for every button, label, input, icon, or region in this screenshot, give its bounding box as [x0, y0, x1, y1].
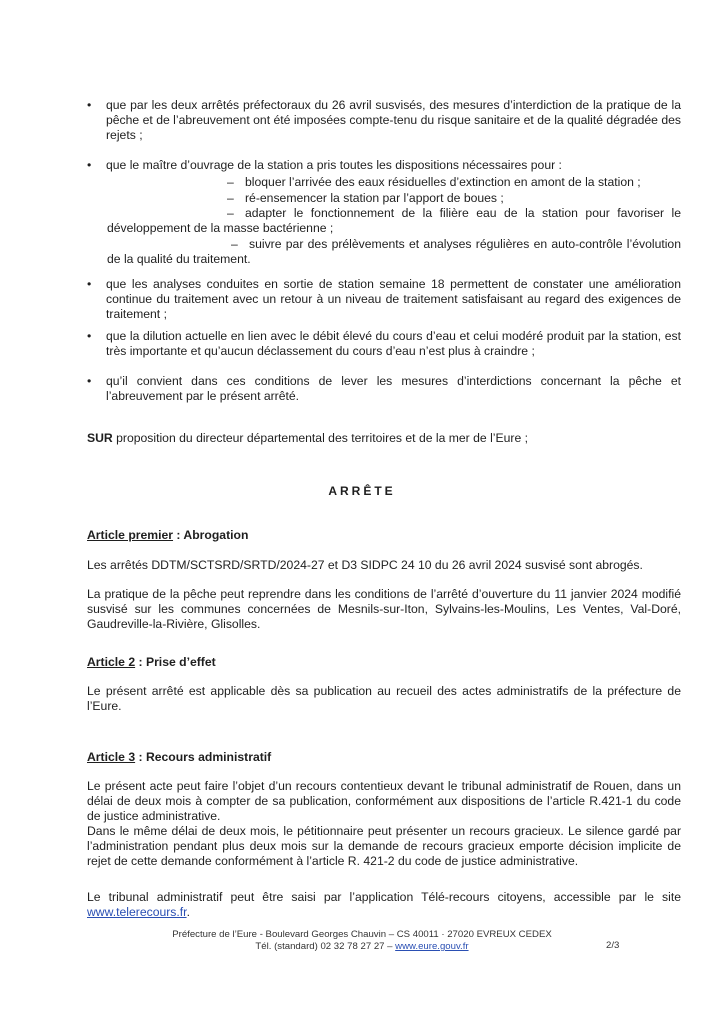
article-label: Article 3 [87, 750, 136, 764]
bullet-icon: • [87, 329, 92, 343]
article-heading [87, 750, 271, 765]
dash-icon: – [227, 175, 234, 189]
consideration-text: que la dilution actuelle en lien avec le débit élevé du cours d’eau et celui modéré produit par la station, est très importante et qu’aucun déclassement du cours d’eau n’est plus à craindre ; [106, 329, 681, 359]
measure-text: suivre par des prélèvements et analyses régulières en auto-contrôle l’évolution de la qualité du traitement. [107, 237, 681, 267]
proposal-text: proposition du directeur départemental des territoires et de la mer de l’Eure ; [112, 431, 529, 445]
arrete-title: ARRÊTE [328, 484, 396, 498]
article-label: Article 2 [87, 655, 136, 669]
dash-icon: – [231, 237, 238, 251]
measure-text: ré-ensemencer la station par l’apport de boues ; [245, 191, 504, 205]
article-paragraph: La pratique de la pêche peut reprendre dans les conditions de l’arrêté d’ouverture du 11 janvier 2024 modifié susvisé sur les communes concernées de Mesnils-sur-Iton, Sylvains-les-Moulins, Les Ventes, Val-Doré, Gaudreville-la-Rivière, Glisolles. [87, 587, 681, 632]
bullet-icon: • [87, 158, 92, 172]
article-paragraph: Les arrêtés DDTM/SCTSRD/SRTD/2024-27 et D3 SIDPC 24 10 du 26 avril 2024 susvisé sont abrogés. [87, 558, 643, 572]
article-title: : Recours administratif [135, 750, 272, 764]
dash-icon: – [227, 191, 234, 205]
measure-text: adapter le fonctionnement de la filière eau de la station pour favoriser le développement de la masse bactérienne ; [107, 206, 681, 236]
page-number: 2/3 [606, 940, 620, 951]
article-heading [87, 655, 216, 670]
measure-text: bloquer l’arrivée des eaux résiduelles d’extinction en amont de la station ; [245, 175, 641, 189]
measure-item [227, 175, 681, 190]
article-paragraph: Dans le même délai de deux mois, le pétitionnaire peut présenter un recours gracieux. Le silence gardé par l’administration pendant plus deux mois sur la demande de recours gracieux emporte décision implicite de rejet de cette demande conformément à l’article R. 421-2 du code de justice administrative. [87, 824, 681, 869]
proposal-paragraph [87, 431, 681, 446]
proposal-keyword: SUR [87, 431, 113, 445]
consideration-text: que le maître d’ouvrage de la station a pris toutes les dispositions nécessaires pour : [106, 158, 562, 172]
consideration-text: que par les deux arrêtés préfectoraux du 26 avril susvisés, des mesures d’interdiction de la pratique de la pêche et de l’abreuvement ont été imposées compte-tenu du risque sanitaire et de la qualité dégradée des rejets ; [106, 98, 681, 143]
measure-item [227, 191, 681, 206]
footer-phone: Tél. (standard) 02 32 78 27 27 – [255, 941, 396, 952]
article-title: : Abrogation [173, 528, 249, 542]
consideration-text: qu’il convient dans ces conditions de lever les mesures d’interdictions concernant la pêche et l’abreuvement par le présent arrêté. [106, 374, 681, 404]
measure-item [107, 237, 681, 267]
bullet-icon: • [87, 277, 92, 291]
bullet-icon: • [87, 374, 92, 388]
article-label: Article premier [87, 528, 174, 542]
article-paragraph: Le présent acte peut faire l’objet d’un recours contentieux devant le tribunal administratif de Rouen, dans un délai de deux mois à compter de sa publication, conformément aux dispositions de l’article R.421-1 du code de justice administrative. [87, 779, 681, 824]
article-paragraph [87, 890, 681, 920]
bullet-icon: • [87, 98, 92, 112]
article-title: : Prise d’effet [135, 655, 216, 669]
article-heading [87, 528, 248, 543]
article-paragraph: Le présent arrêté est applicable dès sa publication au recueil des actes administratifs de la préfecture de l’Eure. [87, 684, 681, 714]
telerecours-link[interactable]: www.telerecours.fr [87, 905, 187, 920]
article-text: Le tribunal administratif peut être saisi par l’application Télé-recours citoyens, accessible par le site [87, 890, 681, 904]
consideration-text: que les analyses conduites en sortie de station semaine 18 permettent de constater une amélioration continue du traitement avec un retour à un niveau de traitement satisfaisant au regard des exigences de traitement ; [106, 277, 681, 322]
footer-address: Préfecture de l’Eure - Boulevard Georges Chauvin – CS 40011 · 27020 EVREUX CEDEX [172, 929, 552, 940]
link-suffix: . [186, 905, 190, 920]
dash-icon: – [227, 206, 234, 220]
measure-item [107, 206, 681, 236]
footer-website-link[interactable]: www.eure.gouv.fr [395, 941, 469, 952]
